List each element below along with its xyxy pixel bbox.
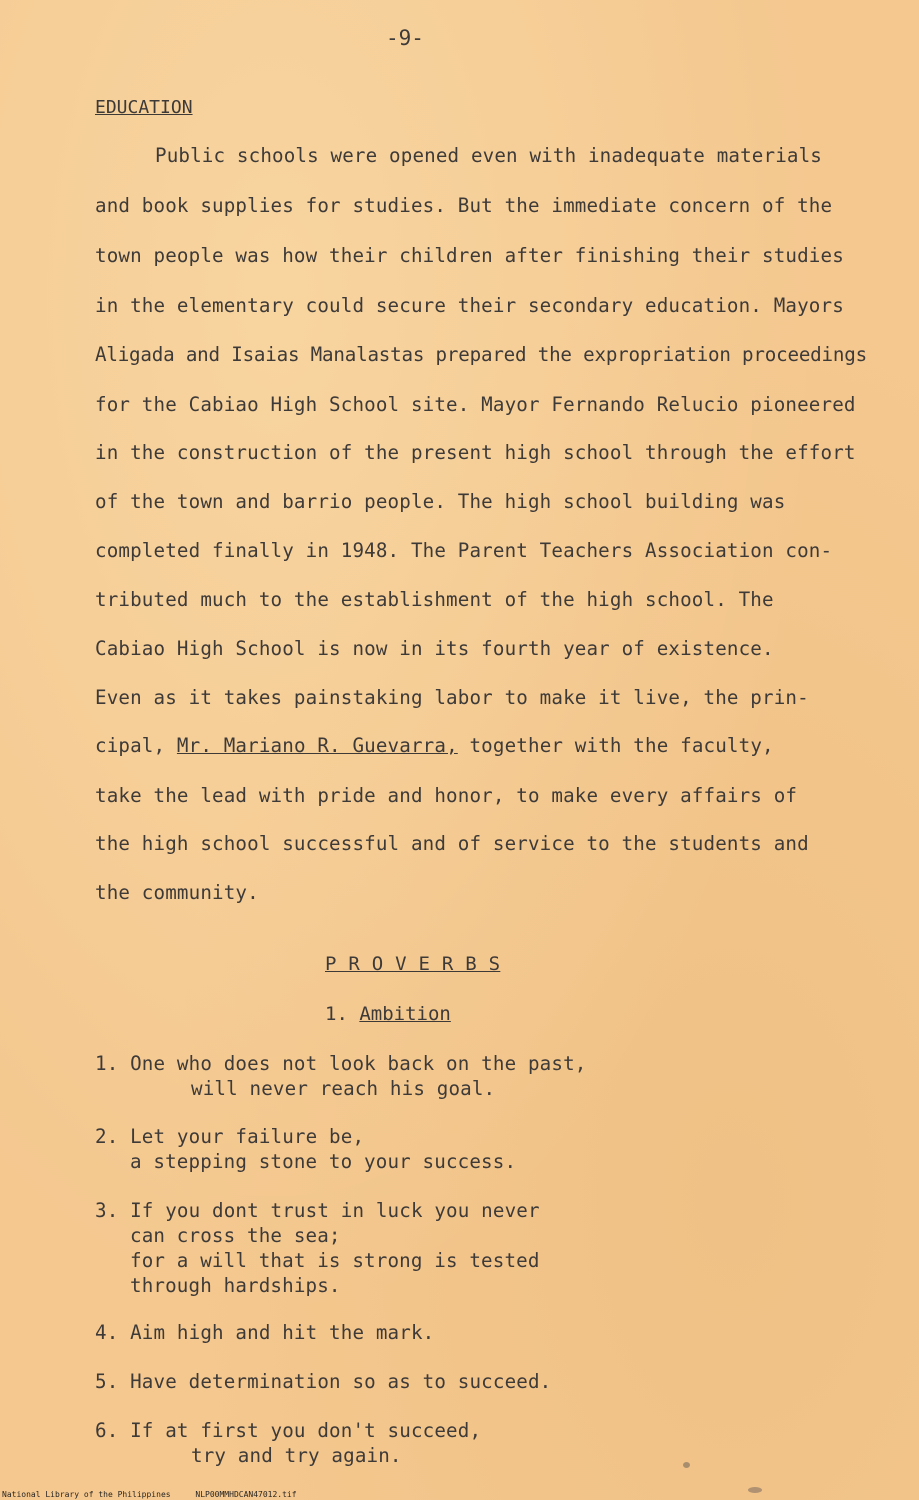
proverb-line: can cross the sea; [130, 1224, 341, 1247]
proverbs-subtitle [325, 1003, 451, 1025]
proverb-line: for a will that is strong is tested [130, 1249, 540, 1272]
paragraph-line: Even as it takes painstaking labor to make it live, the prin- [95, 686, 809, 709]
proverb-line: 6. If at first you don't succeed, [95, 1419, 482, 1442]
paragraph-line: for the Cabiao High School site. Mayor Fernando Relucio pioneered [95, 393, 856, 416]
proverbs-subtitle-number: 1. [325, 1003, 348, 1025]
paragraph-line: town people was how their children after finishing their studies [95, 244, 844, 267]
section-heading-education: EDUCATION [95, 97, 193, 118]
paragraph-line: Cabiao High School is now in its fourth year of existence. [95, 637, 774, 660]
paragraph-line: in the elementary could secure their secondary education. Mayors [95, 294, 844, 317]
proverb-line: 4. Aim high and hit the mark. [95, 1321, 435, 1344]
page-number: -9- [386, 26, 424, 50]
paragraph-line: the high school successful and of service to the students and [95, 832, 809, 855]
paragraph-line: tributed much to the establishment of the high school. The [95, 588, 774, 611]
scan-footer [2, 1490, 317, 1499]
paragraph-line: and book supplies for studies. But the immediate concern of the [95, 194, 833, 217]
paragraph-line: completed finally in 1948. The Parent Teachers Association con- [95, 539, 833, 562]
paper-speck [683, 1462, 690, 1468]
principal-line [95, 736, 774, 755]
proverb-line: 1. One who does not look back on the past, [95, 1052, 587, 1075]
footer-library: National Library of the Philippines [2, 1490, 171, 1499]
proverb-line: 2. Let your failure be, [95, 1125, 365, 1148]
proverb-line: 5. Have determination so as to succeed. [95, 1370, 552, 1393]
principal-line-after: together with the faculty, [457, 734, 774, 757]
paragraph-line: take the lead with pride and honor, to make every affairs of [95, 784, 798, 807]
paragraph-line: Aligada and Isaias Manalastas prepared the expropriation proceedings [95, 343, 867, 366]
paragraph-line: of the town and barrio people. The high school building was [95, 490, 786, 513]
proverb-line: try and try again. [191, 1444, 402, 1467]
principal-line-before: cipal, [95, 734, 177, 757]
paragraph-line: the community. [95, 881, 259, 904]
footer-file-id: NLP00MMHDCAN47012.tif [195, 1490, 297, 1499]
proverb-line: a stepping stone to your success. [130, 1150, 517, 1173]
paragraph-line: in the construction of the present high school through the effort [95, 441, 856, 464]
proverb-line: 3. If you dont trust in luck you never [95, 1199, 540, 1222]
proverb-line: through hardships. [130, 1274, 341, 1297]
principal-name: Mr. Mariano R. Guevarra, [176, 734, 458, 757]
proverbs-subtitle-text: Ambition [359, 1003, 451, 1025]
paragraph-line: Public schools were opened even with inadequate materials [155, 144, 823, 167]
proverb-line: will never reach his goal. [191, 1077, 496, 1100]
proverbs-title: P R O V E R B S [325, 953, 501, 975]
paper-speck [748, 1487, 762, 1493]
